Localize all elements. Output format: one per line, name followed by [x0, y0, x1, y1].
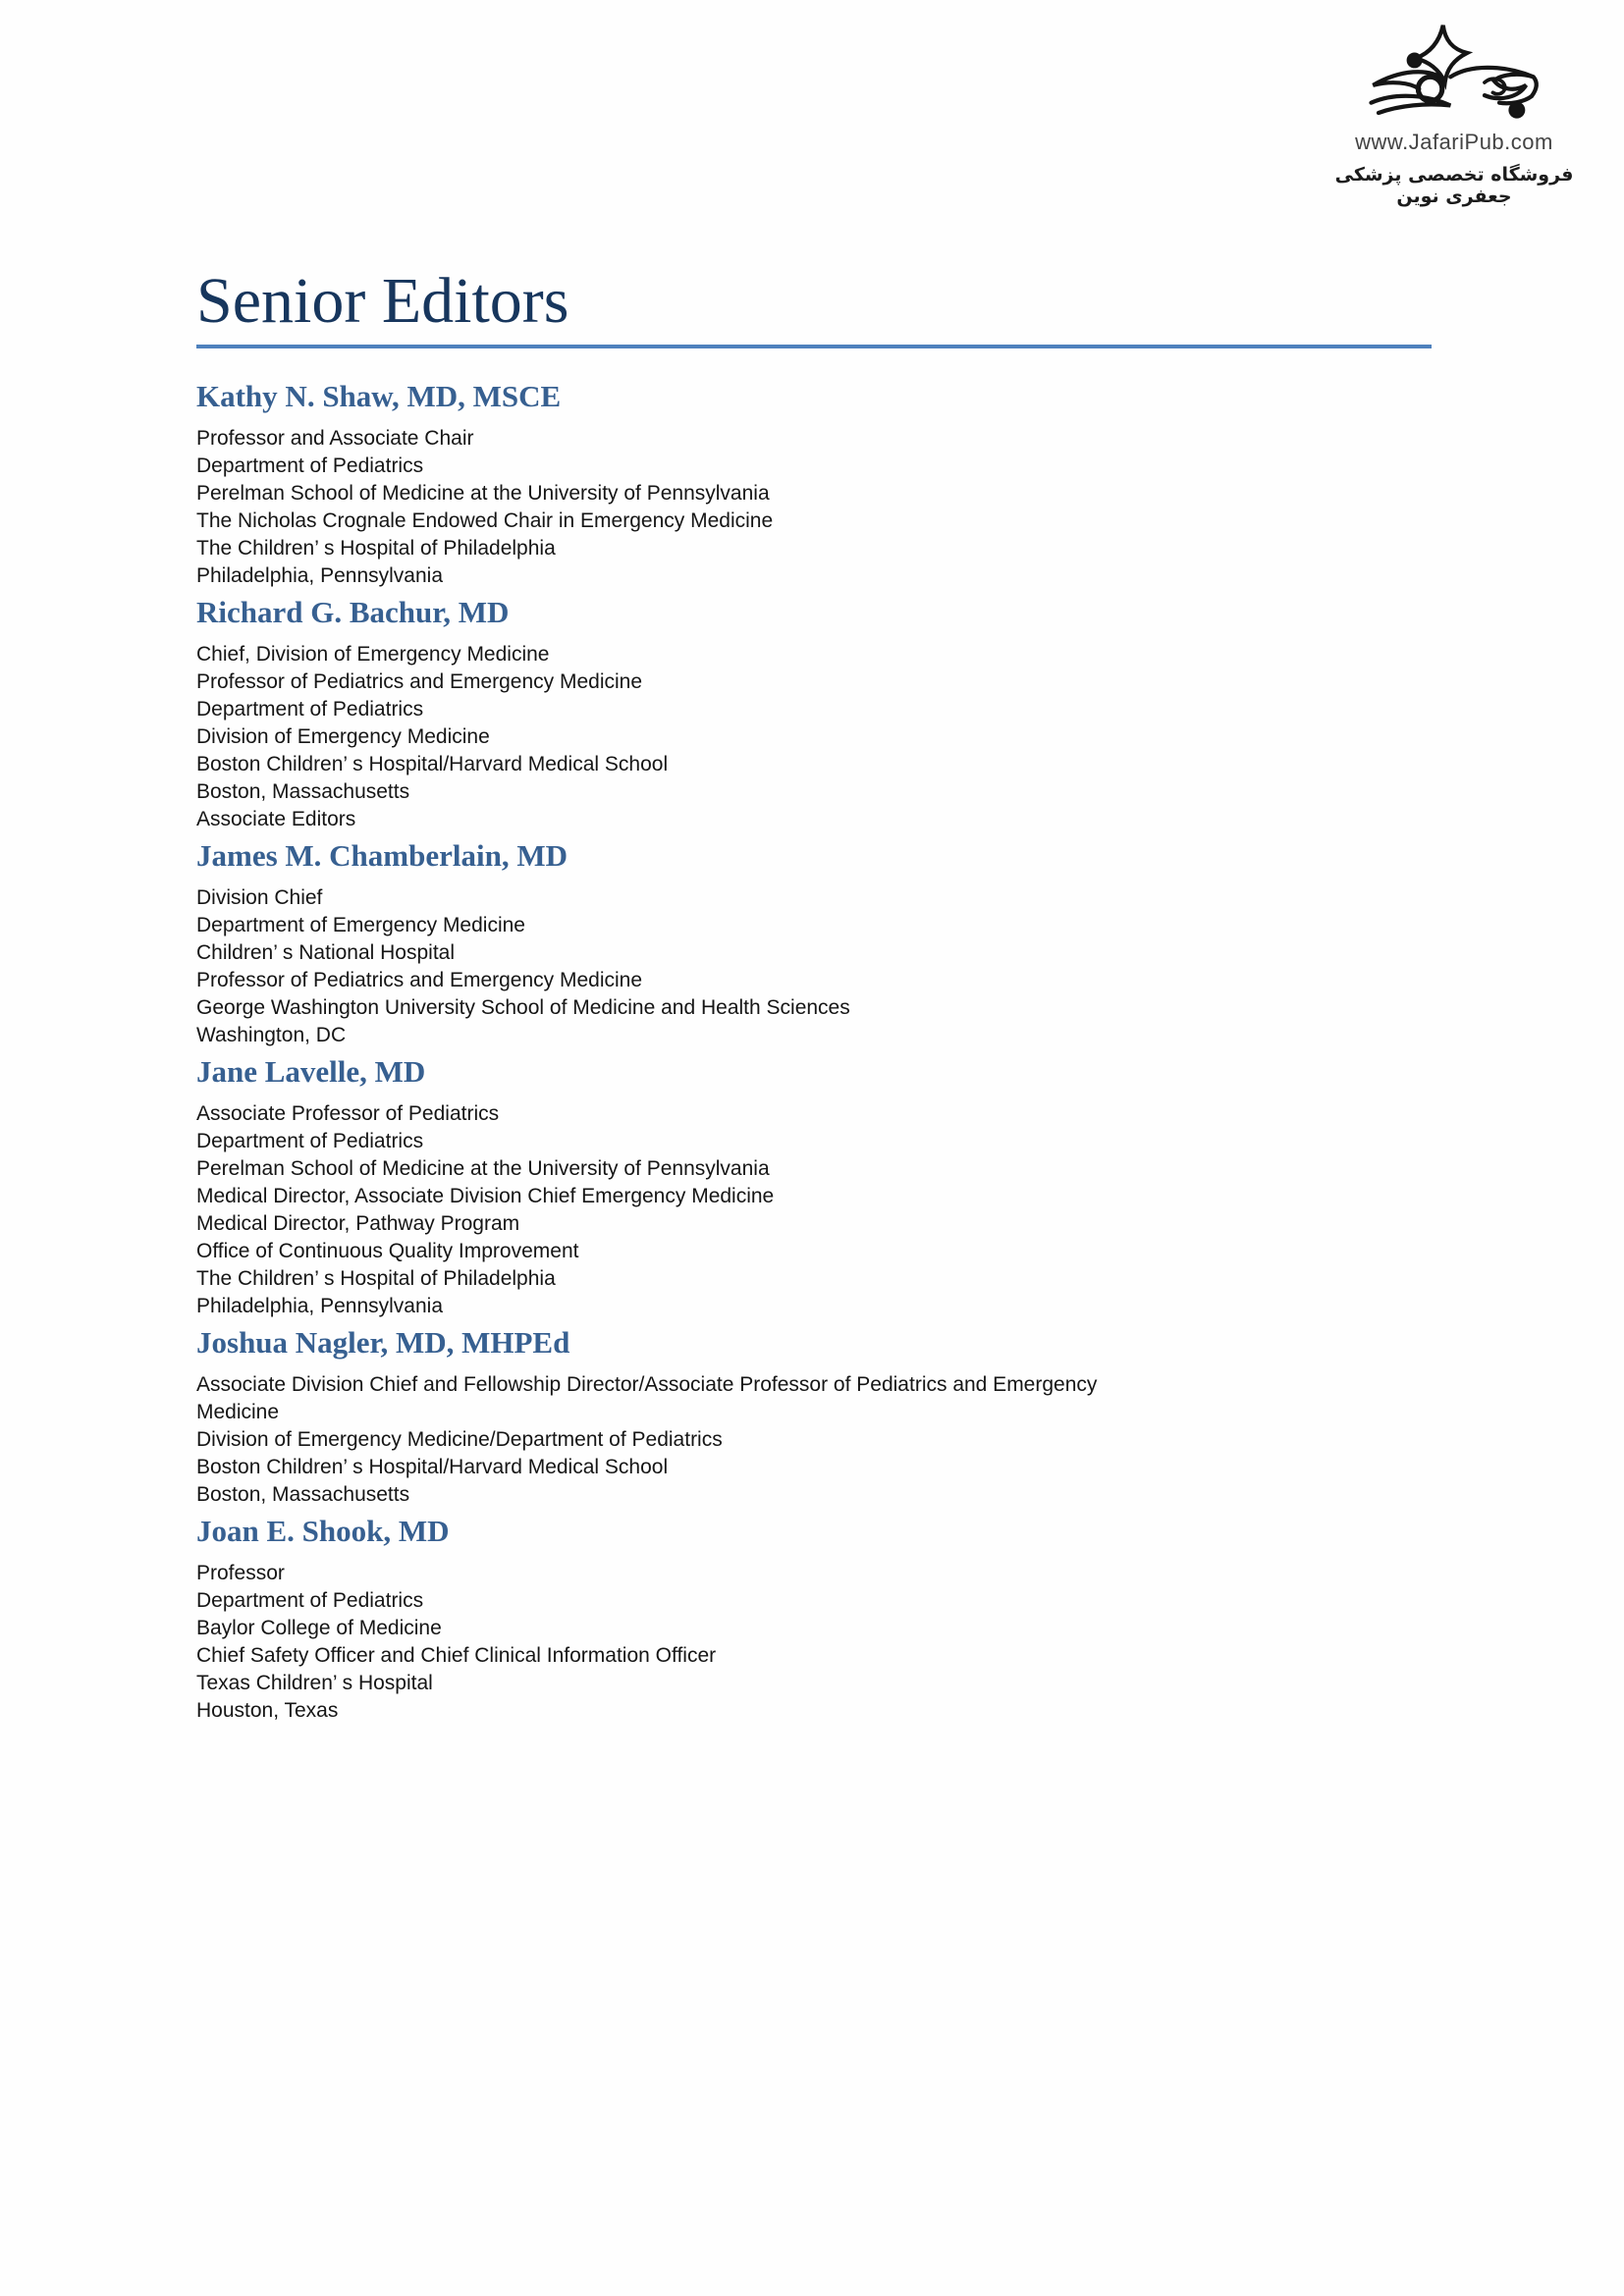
affiliation-line: Department of Pediatrics	[196, 698, 424, 721]
publisher-logo	[1302, 22, 1606, 207]
affiliation-line: Boston, Massachusetts	[196, 1483, 410, 1507]
affiliation-line: Associate Editors	[196, 808, 356, 831]
editor-name: Kathy N. Shaw, MD, MSCE	[196, 379, 562, 414]
affiliation-line: Boston Children’ s Hospital/Harvard Medical School	[196, 753, 669, 776]
affiliation-line: Professor	[196, 1562, 285, 1585]
publisher-url: www.JafariPub.com	[1355, 130, 1553, 154]
page-title: Senior Editors	[196, 267, 1432, 348]
affiliation-line: The Nicholas Crognale Endowed Chair in Emergency Medicine	[196, 509, 774, 533]
affiliation-line: Perelman School of Medicine at the University of Pennsylvania	[196, 482, 770, 506]
editors-list	[196, 378, 1432, 1725]
logo-dot-left	[1407, 52, 1423, 68]
editor-affiliation-lines	[196, 425, 1432, 590]
affiliation-line: Professor and Associate Chair	[196, 427, 474, 451]
affiliation-line: Philadelphia, Pennsylvania	[196, 564, 444, 588]
affiliation-line: Division Chief	[196, 886, 323, 910]
affiliation-line: Medicine	[196, 1401, 280, 1424]
editor-name: Joan E. Shook, MD	[196, 1514, 450, 1549]
affiliation-line: George Washington University School of Medicine and Health Sciences	[196, 996, 850, 1020]
editor-block	[196, 1513, 1432, 1725]
editor-block	[196, 1053, 1432, 1320]
editor-name: James M. Chamberlain, MD	[196, 838, 568, 874]
affiliation-line: Department of Pediatrics	[196, 1130, 424, 1153]
affiliation-line: Associate Professor of Pediatrics	[196, 1102, 500, 1126]
affiliation-line: Department of Pediatrics	[196, 1589, 424, 1613]
affiliation-line: Medical Director, Associate Division Chief Emergency Medicine	[196, 1185, 775, 1208]
affiliation-line: Professor of Pediatrics and Emergency Medicine	[196, 670, 643, 694]
editor-affiliation-lines	[196, 641, 1432, 833]
editor-name: Richard G. Bachur, MD	[196, 595, 510, 630]
editor-affiliation-lines	[196, 884, 1432, 1049]
editor-affiliation-lines	[196, 1560, 1432, 1725]
jafari-calligraphy-logo-icon	[1358, 22, 1550, 128]
affiliation-line: The Children’ s Hospital of Philadelphia	[196, 1267, 556, 1291]
editor-name: Jane Lavelle, MD	[196, 1054, 426, 1090]
affiliation-line: Department of Pediatrics	[196, 454, 424, 478]
affiliation-line: Boston, Massachusetts	[196, 780, 410, 804]
affiliation-line: Children’ s National Hospital	[196, 941, 456, 965]
affiliation-line: Philadelphia, Pennsylvania	[196, 1295, 444, 1318]
publisher-tagline-farsi: فروشگاه تخصصی پزشکی جعفری نوین	[1334, 164, 1574, 207]
affiliation-line: Office of Continuous Quality Improvement	[196, 1240, 579, 1263]
editor-block	[196, 594, 1432, 833]
logo-dot-right	[1508, 102, 1525, 119]
affiliation-line: Division of Emergency Medicine/Department of Pediatrics	[196, 1428, 723, 1452]
affiliation-line: Boston Children’ s Hospital/Harvard Medical School	[196, 1456, 669, 1479]
affiliation-line: Houston, Texas	[196, 1699, 339, 1723]
editor-block	[196, 1324, 1432, 1509]
affiliation-line: Department of Emergency Medicine	[196, 914, 525, 937]
editor-block	[196, 837, 1432, 1049]
editor-name: Joshua Nagler, MD, MHPEd	[196, 1325, 570, 1361]
affiliation-line: Chief, Division of Emergency Medicine	[196, 643, 550, 667]
affiliation-line: Perelman School of Medicine at the University of Pennsylvania	[196, 1157, 770, 1181]
affiliation-line: Washington, DC	[196, 1024, 347, 1047]
affiliation-line: Medical Director, Pathway Program	[196, 1212, 520, 1236]
affiliation-line: Chief Safety Officer and Chief Clinical Information Officer	[196, 1644, 717, 1668]
affiliation-line: Texas Children’ s Hospital	[196, 1672, 433, 1695]
affiliation-line: Baylor College of Medicine	[196, 1617, 442, 1640]
affiliation-line: Professor of Pediatrics and Emergency Medicine	[196, 969, 643, 992]
affiliation-line: The Children’ s Hospital of Philadelphia	[196, 537, 556, 561]
editor-block	[196, 378, 1432, 590]
affiliation-line: Division of Emergency Medicine	[196, 725, 490, 749]
affiliation-line: Associate Division Chief and Fellowship Director/Associate Professor of Pediatrics and Emergency	[196, 1373, 1098, 1397]
editor-affiliation-lines	[196, 1371, 1432, 1509]
editor-affiliation-lines	[196, 1100, 1432, 1320]
